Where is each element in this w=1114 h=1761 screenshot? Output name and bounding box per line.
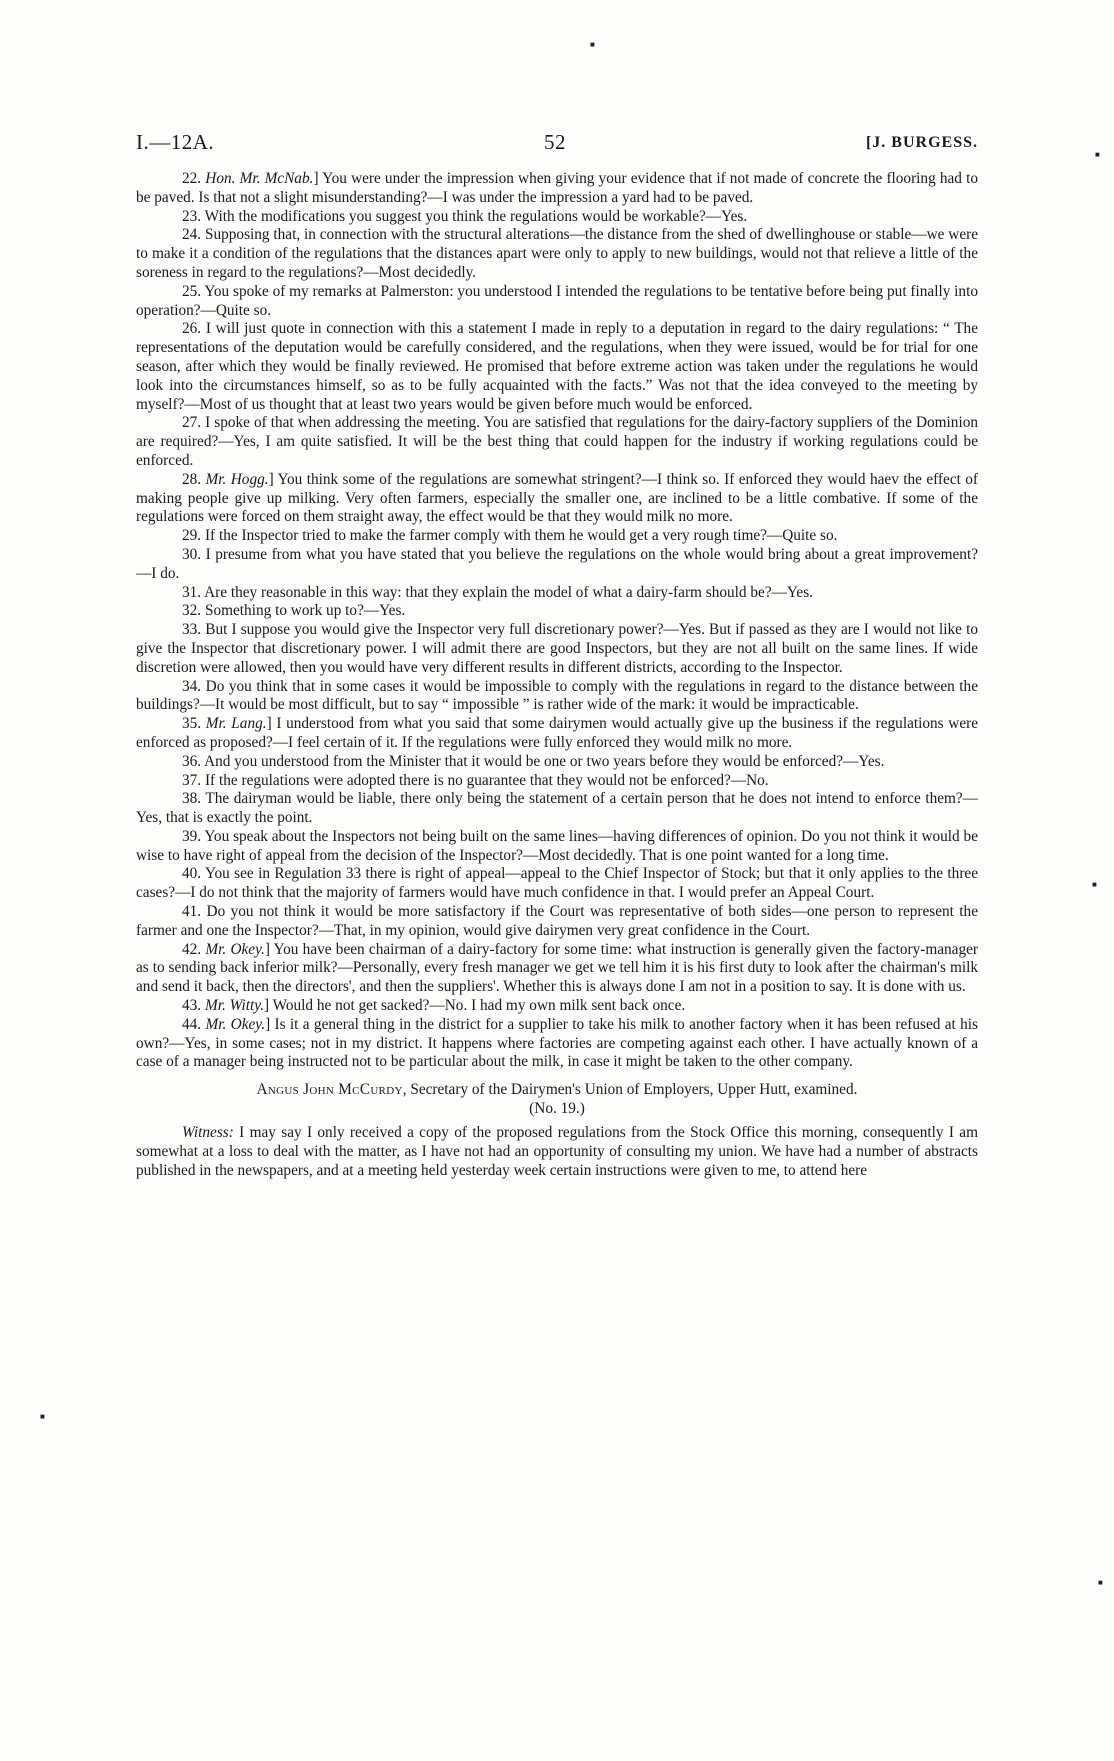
page-header — [136, 130, 978, 160]
evidence-text: Supposing that, in connection with the structural alterations—the distance from the shed of dwellinghouse or stable—we were to make it a condition of the regulations that the distances apart were only to apply to new buildings, would not that relieve a little of the soreness in regard to the regulations?—Most decidedly. — [136, 226, 978, 281]
question-number: 35. — [182, 715, 206, 733]
scan-speck: ■ — [1098, 1578, 1103, 1587]
evidence-paragraph — [136, 527, 978, 546]
scan-speck: ■ — [590, 40, 595, 49]
evidence-paragraph — [136, 621, 978, 677]
question-number: 24. — [182, 226, 205, 244]
question-number: 40. — [182, 865, 205, 883]
evidence-paragraph — [136, 208, 978, 227]
evidence-text: Do you think that in some cases it would be impossible to comply with the regulations in regard to the distance between the buildings?—It would be most difficult, but to say “ impossible ” is rather wide of the mark: it would be impracticable. — [136, 677, 978, 714]
speaker-name: Mr. Witty. — [204, 997, 265, 1015]
evidence-paragraph — [136, 790, 978, 828]
evidence-paragraph — [136, 753, 978, 772]
question-number: 28. — [182, 470, 206, 488]
speaker-name: Mr. Lang. — [205, 715, 267, 733]
speaker-name: Mr. Okey. — [205, 940, 265, 958]
question-number: 27. — [182, 414, 206, 432]
evidence-paragraph — [136, 471, 978, 527]
question-number: 33. — [182, 621, 206, 639]
question-number: 44. — [182, 1015, 206, 1033]
witness-text: I may say I only received a copy of the proposed regulations from the Stock Office this morning, consequently I am somewhat at a loss to deal with the matter, as I have not had an opportunity of consulting my union. We have had a number of abstracts published in the newspapers, and at a meeting held yesterday week certain instructions were given to me, to attend here — [136, 1124, 978, 1179]
scan-speck: ■ — [1095, 150, 1100, 159]
question-number: 38. — [182, 790, 206, 808]
evidence-paragraph — [136, 414, 978, 470]
evidence-paragraph — [136, 546, 978, 584]
evidence-text: If the regulations were adopted there is no guarantee that they would not be enforced?—No. — [204, 771, 769, 789]
evidence-paragraph — [136, 678, 978, 716]
paper-reference: I.—12A. — [136, 130, 215, 154]
evidence-text: You see in Regulation 33 there is right of appeal—appeal to the Chief Inspector of Stock; but that it only applies to the three cases?—I do not think that the majority of farmers would have much confidence in that. I would prefer an Appeal Court. — [136, 865, 978, 902]
evidence-text: With the modifications you suggest you think the regulations would be workable?—Yes. — [204, 207, 748, 225]
question-number: 37. — [182, 771, 205, 789]
evidence-text: I spoke of that when addressing the meeting. You are satisfied that regulations for the dairy-factory suppliers of the Dominion are required?—Yes, I am quite satisfied. It will be the best thing that could happen for the industry if working regulations could be enforced. — [136, 414, 978, 469]
evidence-text: But I suppose you would give the Inspector very full discretionary power?—Yes. But if passed as they are I would not like to give the Inspector that discretionary power. I will admit there are good Inspectors, but they are not all built on the same lines. If wide discretion were allowed, then you would have very different results in different districts, according to the Inspector. — [136, 621, 978, 676]
evidence-text: I will just quote in connection with this a statement I made in reply to a deputation in regard to the dairy regulations: “ The representations of the deputation would be carefully considered, and the regulations, when they were issued, would be for trial for one season, after which they would be finally reviewed. He promised that before extreme action was taken under the regulations he would look into the circumstances himself, so as to be fully acquainted with the facts.” Was not that the idea conveyed to the meeting by myself?—Most of us thought that at least two years would be given before much would be enforced. — [136, 320, 978, 413]
question-number: 34. — [182, 677, 206, 695]
evidence-text: You spoke of my remarks at Palmerston: you understood I intended the regulations to be tentative before being put finally into operation?—Quite so. — [136, 282, 978, 319]
question-number: 23. — [182, 207, 205, 225]
evidence-text: ] You have been chairman of a dairy-factory for some time: what instruction is generally given the factory-manager as to sending back inferior milk?—Personally, every fresh manager we get we tell him it is his first duty to look after the chairman's milk and send it back, then the directors', and then the suppliers'. Whether this is always done I am not in a position to say. It is done with us. — [136, 940, 978, 996]
question-number: 42. — [182, 940, 206, 958]
witness-heading — [136, 1080, 978, 1118]
witness-speaker: Witness: — [182, 1124, 234, 1142]
question-number: 25. — [182, 282, 205, 300]
evidence-paragraph — [136, 1016, 978, 1072]
page-number: 52 — [544, 130, 566, 154]
witness-statement — [136, 1124, 978, 1180]
scan-speck: ■ — [1092, 880, 1097, 889]
scan-speck: ■ — [40, 1412, 45, 1421]
evidence-paragraph — [136, 320, 978, 414]
question-number: 26. — [182, 320, 206, 338]
speaker-name: Mr. Okey. — [205, 1015, 266, 1033]
question-number: 36. — [182, 752, 205, 770]
document-page — [136, 130, 978, 1181]
evidence-text: I presume from what you have stated that you believe the regulations on the whole would bring about a great improvement?—I do. — [136, 545, 978, 582]
evidence-paragraph — [136, 602, 978, 621]
evidence-paragraph — [136, 997, 978, 1016]
evidence-paragraph — [136, 170, 978, 208]
evidence-text: ] You think some of the regulations are somewhat stringent?—I think so. If enforced they would haev the effect of making people give up milking. Very often farmers, especially the smaller one, are inclined to be a little combative. If some of the regulations were forced on them straight away, the effect would be that they would milk no more. — [136, 470, 978, 526]
evidence-text: If the Inspector tried to make the farmer comply with them he would get a very rough time?—Quite so. — [204, 527, 838, 545]
evidence-text: The dairyman would be liable, there only being the statement of a certain person that he does not intend to enforce them?—Yes, that is exactly the point. — [136, 790, 978, 827]
evidence-paragraph — [136, 828, 978, 866]
question-number: 31. — [182, 583, 205, 601]
question-number: 39. — [182, 827, 205, 845]
witness-name: Angus John McCurdy — [256, 1081, 403, 1099]
evidence-paragraph — [136, 226, 978, 282]
question-number: 29. — [182, 527, 205, 545]
question-number: 41. — [182, 903, 207, 921]
evidence-text: And you understood from the Minister that it would be one or two years before they would be enforced?—Yes. — [204, 752, 885, 770]
evidence-text: ] You were under the impression when giving your evidence that if not made of concrete the flooring had to be paved. Is that not a slight misunderstanding?—I was under the impression a yard had to be paved. — [136, 170, 979, 206]
evidence-text: ] Is it a general thing in the district for a supplier to take his milk to another factory when it has been refused at his own?—Yes, in some cases; not in my district. It happens where factories are competing against each other. I have actually known of a case of a manager being instructed not to be particular about the milk, in case it might be taken to the other company. — [136, 1015, 978, 1071]
evidence-paragraph — [136, 715, 978, 753]
evidence-paragraph — [136, 772, 978, 791]
question-number: 32. — [182, 602, 205, 620]
evidence-paragraph — [136, 584, 978, 603]
evidence-text: Are they reasonable in this way: that they explain the model of what a dairy-farm should be?—Yes. — [204, 583, 813, 601]
question-number: 43. — [182, 997, 205, 1015]
question-number: 30. — [182, 545, 206, 563]
witness-title: , Secretary of the Dairymen's Union of Employers, Upper Hutt, examined. — [402, 1081, 858, 1099]
evidence-paragraph — [136, 941, 978, 997]
evidence-text: ] I understood from what you said that some dairymen would actually give up the business if the regulations were enforced as proposed?—I feel certain of it. If the regulations were fully enforced they would milk no more. — [136, 715, 978, 751]
evidence-text: Something to work up to?—Yes. — [204, 602, 406, 620]
witness-running-head: [J. BURGESS. — [865, 134, 978, 151]
witness-number: (No. 19.) — [529, 1100, 585, 1118]
evidence-text: You speak about the Inspectors not being built on the same lines—having differences of opinion. Do you not think it would be wise to have right of appeal from the decision of the Inspector?—Most decidedly. That is one point wanted for a long time. — [136, 827, 978, 864]
evidence-text: ] Would he not get sacked?—No. I had my own milk sent back once. — [264, 997, 686, 1015]
document-body — [136, 170, 978, 1072]
evidence-paragraph — [136, 903, 978, 941]
evidence-paragraph — [136, 283, 978, 321]
question-number: 22. — [182, 170, 206, 187]
evidence-text: Do you not think it would be more satisfactory if the Court was representative of both sides—one person to represent the farmer and one the Inspector?—That, in my opinion, would give dairymen very great confidence in the Court. — [136, 903, 978, 939]
evidence-paragraph — [136, 865, 978, 903]
speaker-name: Mr. Hogg. — [205, 470, 269, 488]
speaker-name: Hon. Mr. McNab. — [205, 170, 314, 187]
